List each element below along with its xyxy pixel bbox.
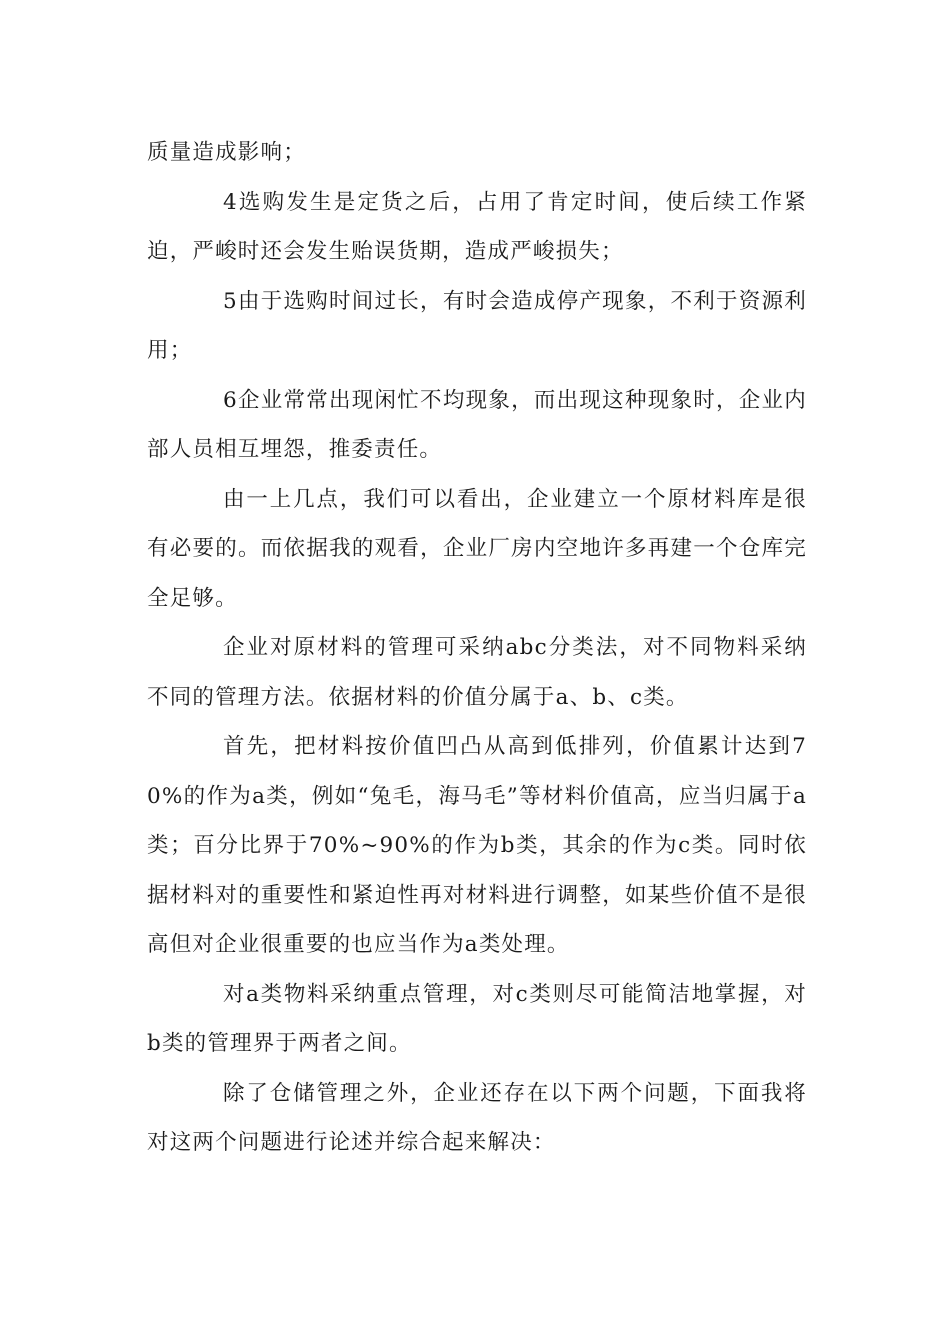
paragraph-1: 质量造成影响； [147, 140, 306, 165]
paragraph-4: 6企业常常出现闲忙不均现象，而出现这种现象时，企业内部人员相互埋怨，推委责任。 [147, 387, 807, 462]
document-body [147, 128, 807, 1168]
paragraph-8: 对a类物料采纳重点管理，对c类则尽可能简洁地掌握，对b类的管理界于两者之间。 [147, 981, 807, 1056]
paragraph-6: 企业对原材料的管理可采纳abc分类法，对不同物料采纳不同的管理方法。依据材料的价值分属于a、b、c类。 [147, 635, 807, 710]
paragraph-5: 由一上几点，我们可以看出，企业建立一个原材料库是很有必要的。而依据我的观看，企业厂房内空地许多再建一个仓库完全足够。 [147, 486, 807, 611]
paragraph-2: 4选购发生是定货之后，占用了肯定时间，使后续工作紧迫，严峻时还会发生贻误货期，造成严峻损失； [147, 189, 807, 264]
paragraph-9: 除了仓储管理之外，企业还存在以下两个问题，下面我将对这两个问题进行论述并综合起来解决： [147, 1080, 807, 1155]
paragraph-3: 5由于选购时间过长，有时会造成停产现象，不利于资源利用； [147, 288, 807, 363]
paragraph-7: 首先，把材料按价值凹凸从高到低排列，价值累计达到70%的作为a类，例如“兔毛，海马毛”等材料价值高，应当归属于a类；百分比界于70%~90%的作为b类，其余的作为c类。同时依据材料对的重要性和紧迫性再对材料进行调整，如某些价值不是很高但对企业很重要的也应当作为a类处理。 [147, 734, 807, 957]
